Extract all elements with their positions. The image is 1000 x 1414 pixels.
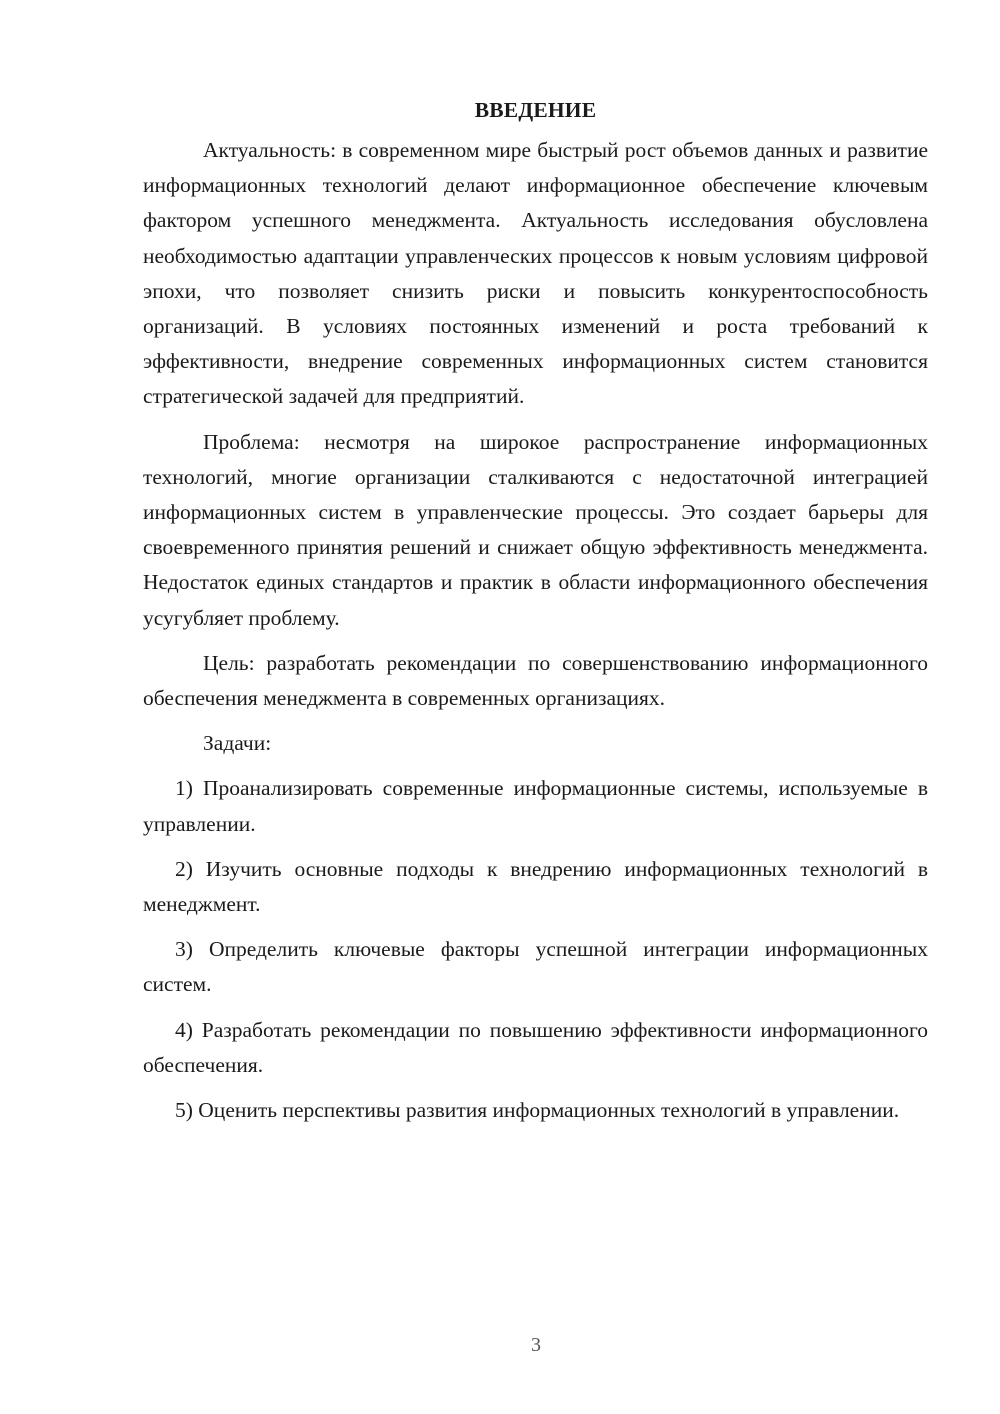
task-item: 1) Проанализировать современные информационные системы, используемые в управлении. [143,776,928,836]
paragraph-problem: Проблема: несмотря на широкое распространение информационных технологий, многие организации сталкиваются с недостаточной интеграцией информационных систем в управленческие процессы. Это создает барьеры для своевременного принятия решений и снижает общую эффективность менеджмента. Недостаток единых стандартов и практик в области информационного обеспечения усугубляет проблему. [143,429,928,630]
task-item: 4) Разработать рекомендации по повышению эффективности информационного обеспечения. [143,1017,928,1077]
task-item: 5) Оценить перспективы развития информационных технологий в управлении. [175,1098,900,1123]
page-number: 3 [531,1334,541,1356]
paragraph-goal: Цель: разработать рекомендации по совершенствованию информационного обеспечения менеджмента в современных организациях. [143,650,928,711]
task-item: 2) Изучить основные подходы к внедрению информационных технологий в менеджмент. [143,856,928,917]
task-item: 3) Определить ключевые факторы успешной интеграции информационных систем. [143,937,928,997]
paragraph-relevance: Актуальность: в современном мире быстрый рост объемов данных и развитие информационных технологий делают информационное обеспечение ключевым фактором успешного менеджмента. Актуальность исследования обусловлена необходимостью адаптации управленческих процессов к новым условиям цифровой эпохи, что позволяет снизить риски и повысить конкурентоспособность организаций. В условиях постоянных изменений и роста требований к эффективности, внедрение современных информационных систем становится стратегической задачей для предприятий. [143,138,928,409]
page-content [143,91,928,1128]
task-list [143,771,928,1128]
section-title: ВВЕДЕНИЕ [474,98,597,122]
tasks-heading: Задачи: [203,731,272,756]
